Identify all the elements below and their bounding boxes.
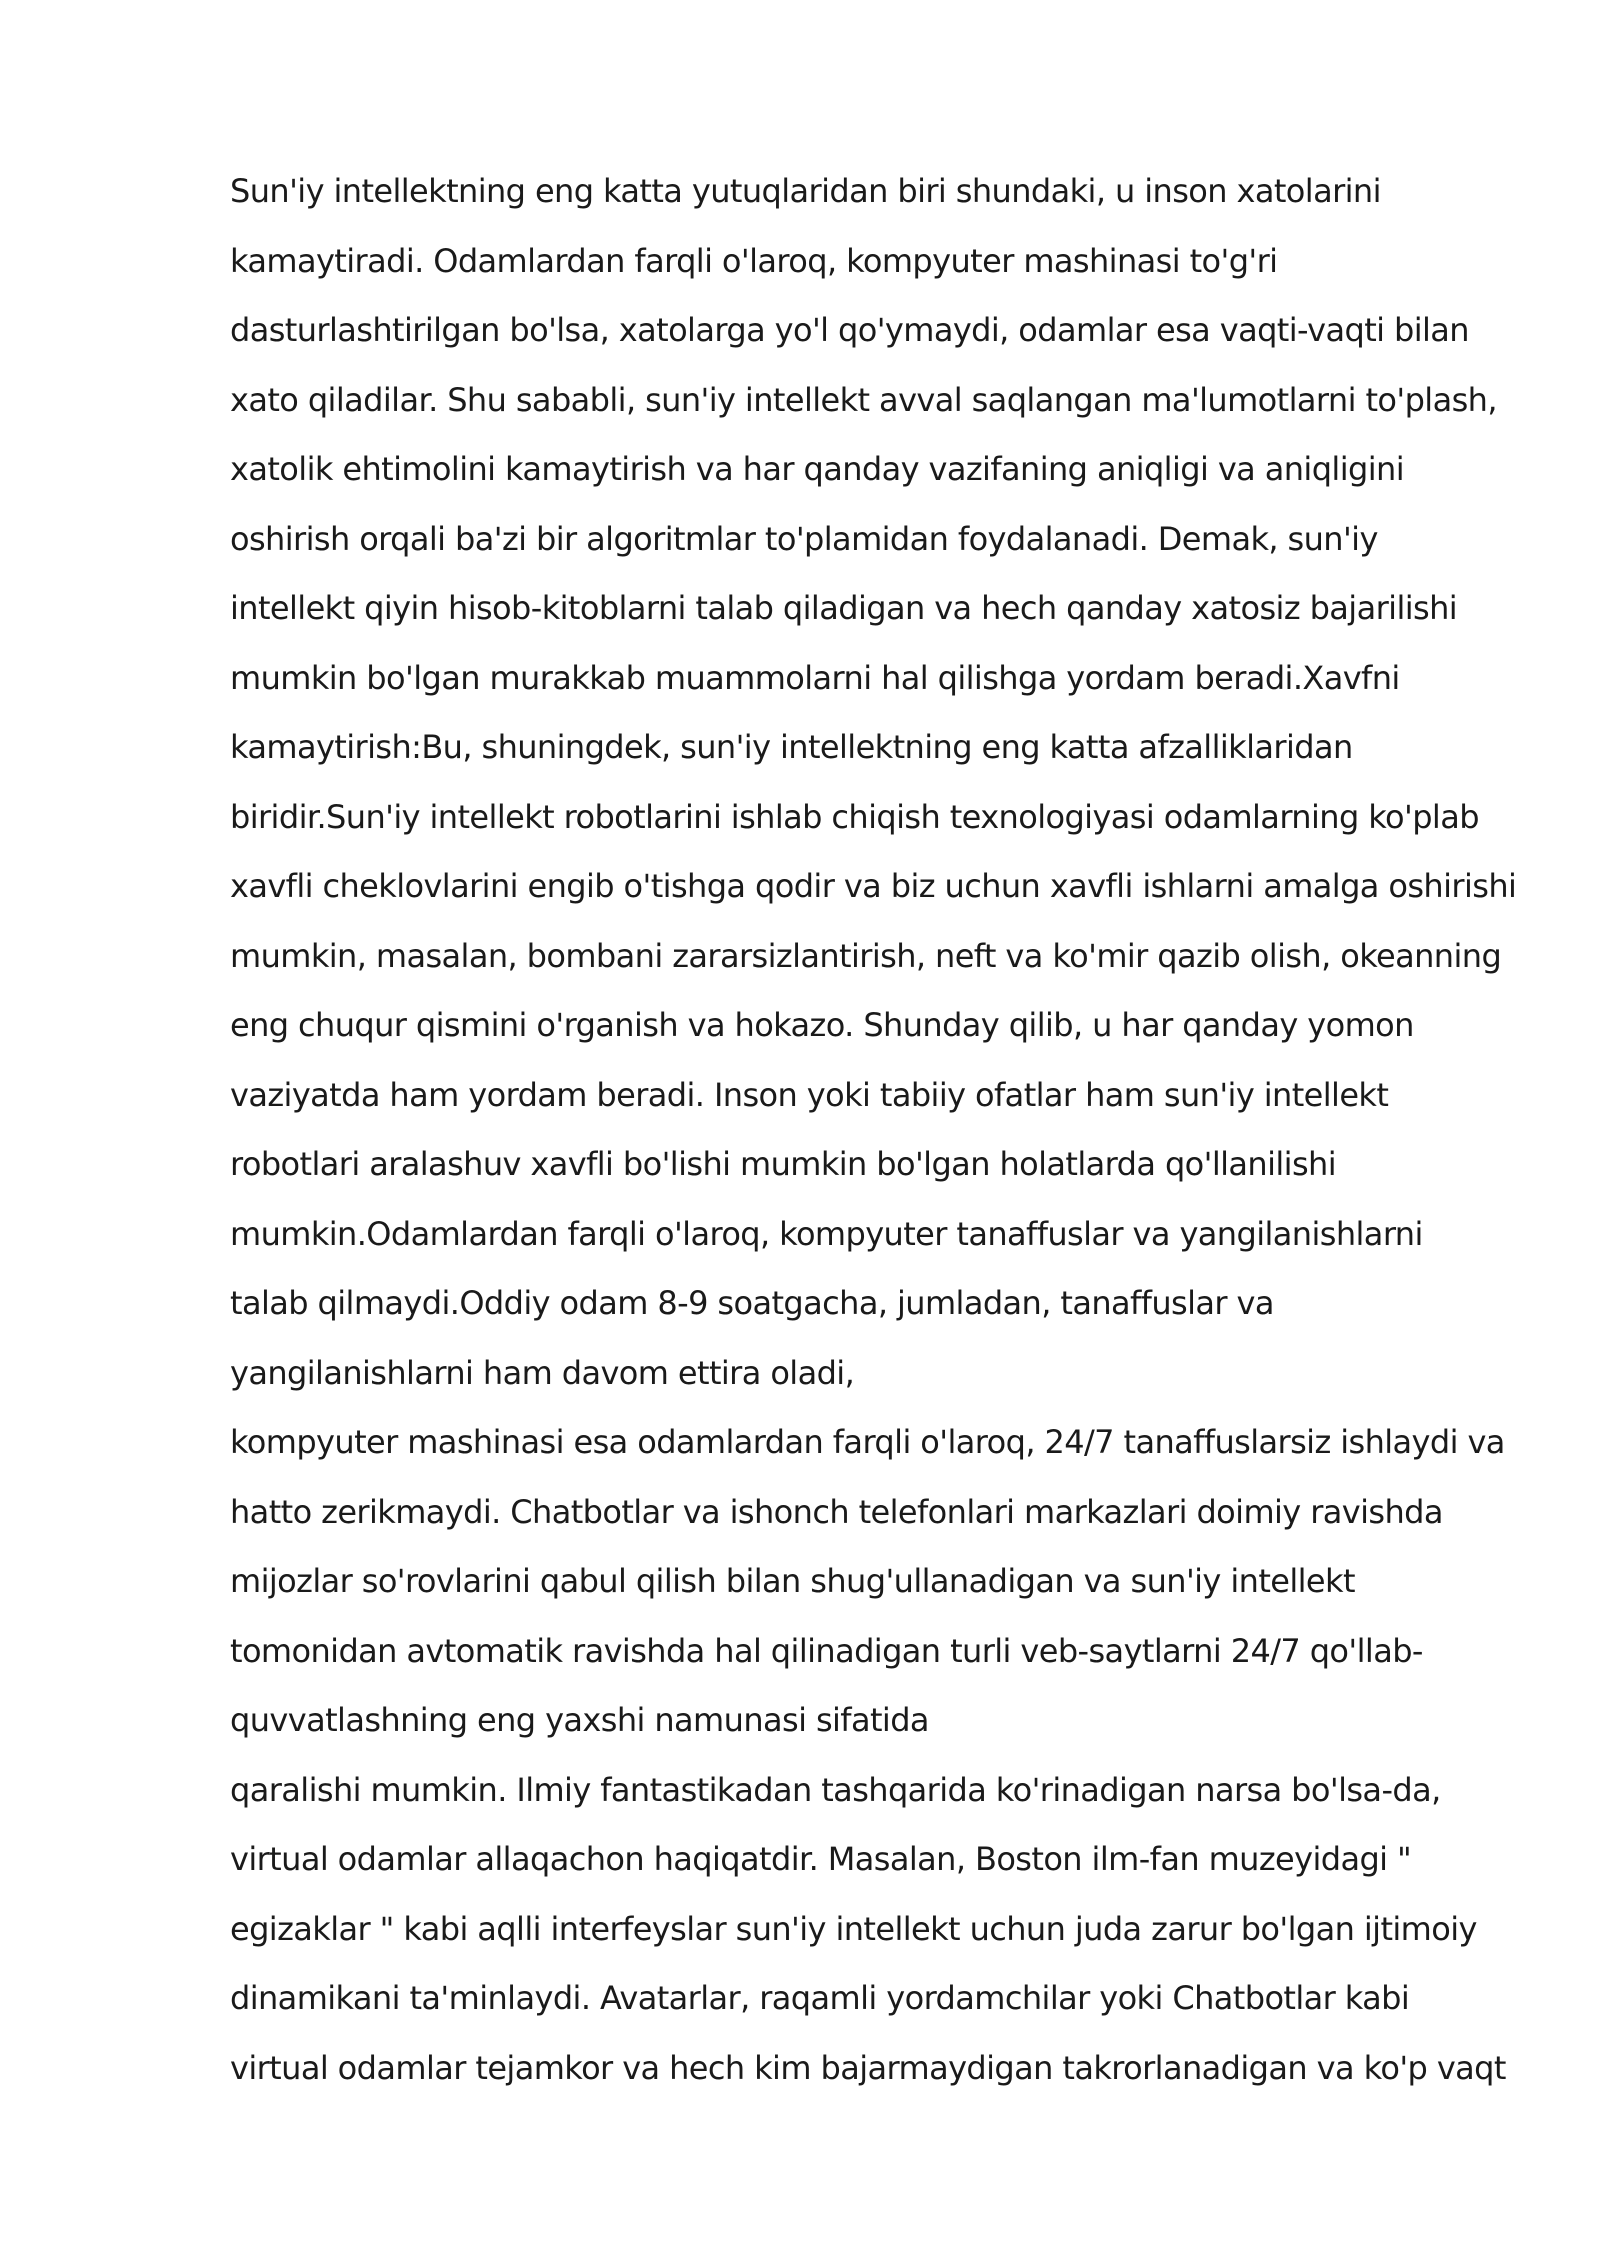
text-line: oshirish orqali ba'zi bir algoritmlar to'plamidan foydalanadi. Demak, sun'iy: [230, 519, 1378, 558]
text-line: mumkin bo'lgan murakkab muammolarni hal qilishga yordam beradi.Xavfni: [230, 658, 1400, 697]
text-line: virtual odamlar tejamkor va hech kim bajarmaydigan takrorlanadigan va ko'p vaqt: [230, 2048, 1506, 2087]
text-line: talab qilmaydi.Oddiy odam 8-9 soatgacha, jumladan, tanaffuslar va: [230, 1284, 1274, 1322]
text-line: yangilanishlarni ham davom ettira oladi,: [230, 1353, 855, 1392]
text-line: egizaklar " kabi aqlli interfeyslar sun'iy intellekt uchun juda zarur bo'lgan ijtimoiy: [230, 1909, 1477, 1948]
text-line: biridir.Sun'iy intellekt robotlarini ishlab chiqish texnologiyasi odamlarning ko'plab: [230, 797, 1479, 836]
text-line: kamaytirish:Bu, shuningdek, sun'iy intellektning eng katta afzalliklaridan: [230, 728, 1353, 766]
text-line: xatolik ehtimolini kamaytirish va har qanday vazifaning aniqligi va aniqligini: [230, 450, 1404, 488]
text-line: eng chuqur qismini o'rganish va hokazo. Shunday qilib, u har qanday yomon: [230, 1006, 1414, 1044]
text-line: qaralishi mumkin. Ilmiy fantastikadan tashqarida ko'rinadigan narsa bo'lsa-da,: [230, 1770, 1441, 1809]
text-line: Sun'iy intellektning eng katta yutuqlaridan biri shundaki, u inson xatolarini: [230, 172, 1381, 210]
text-line: mumkin, masalan, bombani zararsizlantirish, neft va ko'mir qazib olish, okeanning: [230, 936, 1502, 975]
text-line: tomonidan avtomatik ravishda hal qilinadigan turli veb-saytlarni 24/7 qo'llab-: [230, 1631, 1423, 1670]
text-line: dinamikani ta'minlaydi. Avatarlar, raqamli yordamchilar yoki Chatbotlar kabi: [230, 1979, 1410, 2017]
text-line: vaziyatda ham yordam beradi. Inson yoki tabiiy ofatlar ham sun'iy intellekt: [230, 1075, 1389, 1114]
text-line: robotlari aralashuv xavfli bo'lishi mumkin bo'lgan holatlarda qo'llanilishi: [230, 1145, 1337, 1183]
text-line: mumkin.Odamlardan farqli o'laroq, kompyuter tanaffuslar va yangilanishlarni: [230, 1214, 1423, 1253]
text-line: kamaytiradi. Odamlardan farqli o'laroq, kompyuter mashinasi to'g'ri: [230, 241, 1278, 280]
body-text: [230, 165, 1530, 2111]
text-line: xavfli cheklovlarini engib o'tishga qodir va biz uchun xavfli ishlarni amalga oshirishi: [230, 867, 1517, 905]
text-line: xato qiladilar. Shu sababli, sun'iy intellekt avval saqlangan ma'lumotlarni to'plash,: [230, 380, 1497, 419]
text-line: quvvatlashning eng yaxshi namunasi sifatida: [230, 1701, 929, 1739]
text-line: virtual odamlar allaqachon haqiqatdir. Masalan, Boston ilm-fan muzeyidagi ": [230, 1840, 1412, 1878]
text-line: mijozlar so'rovlarini qabul qilish bilan shug'ullanadigan va sun'iy intellekt: [230, 1562, 1355, 1600]
text-line: dasturlashtirilgan bo'lsa, xatolarga yo'l qo'ymaydi, odamlar esa vaqti-vaqti bilan: [230, 311, 1469, 349]
text-line: hatto zerikmaydi. Chatbotlar va ishonch telefonlari markazlari doimiy ravishda: [230, 1492, 1443, 1531]
text-line: kompyuter mashinasi esa odamlardan farqli o'laroq, 24/7 tanaffuslarsiz ishlaydi va: [230, 1423, 1505, 1461]
text-line: intellekt qiyin hisob-kitoblarni talab qiladigan va hech qanday xatosiz bajarilishi: [230, 589, 1458, 627]
